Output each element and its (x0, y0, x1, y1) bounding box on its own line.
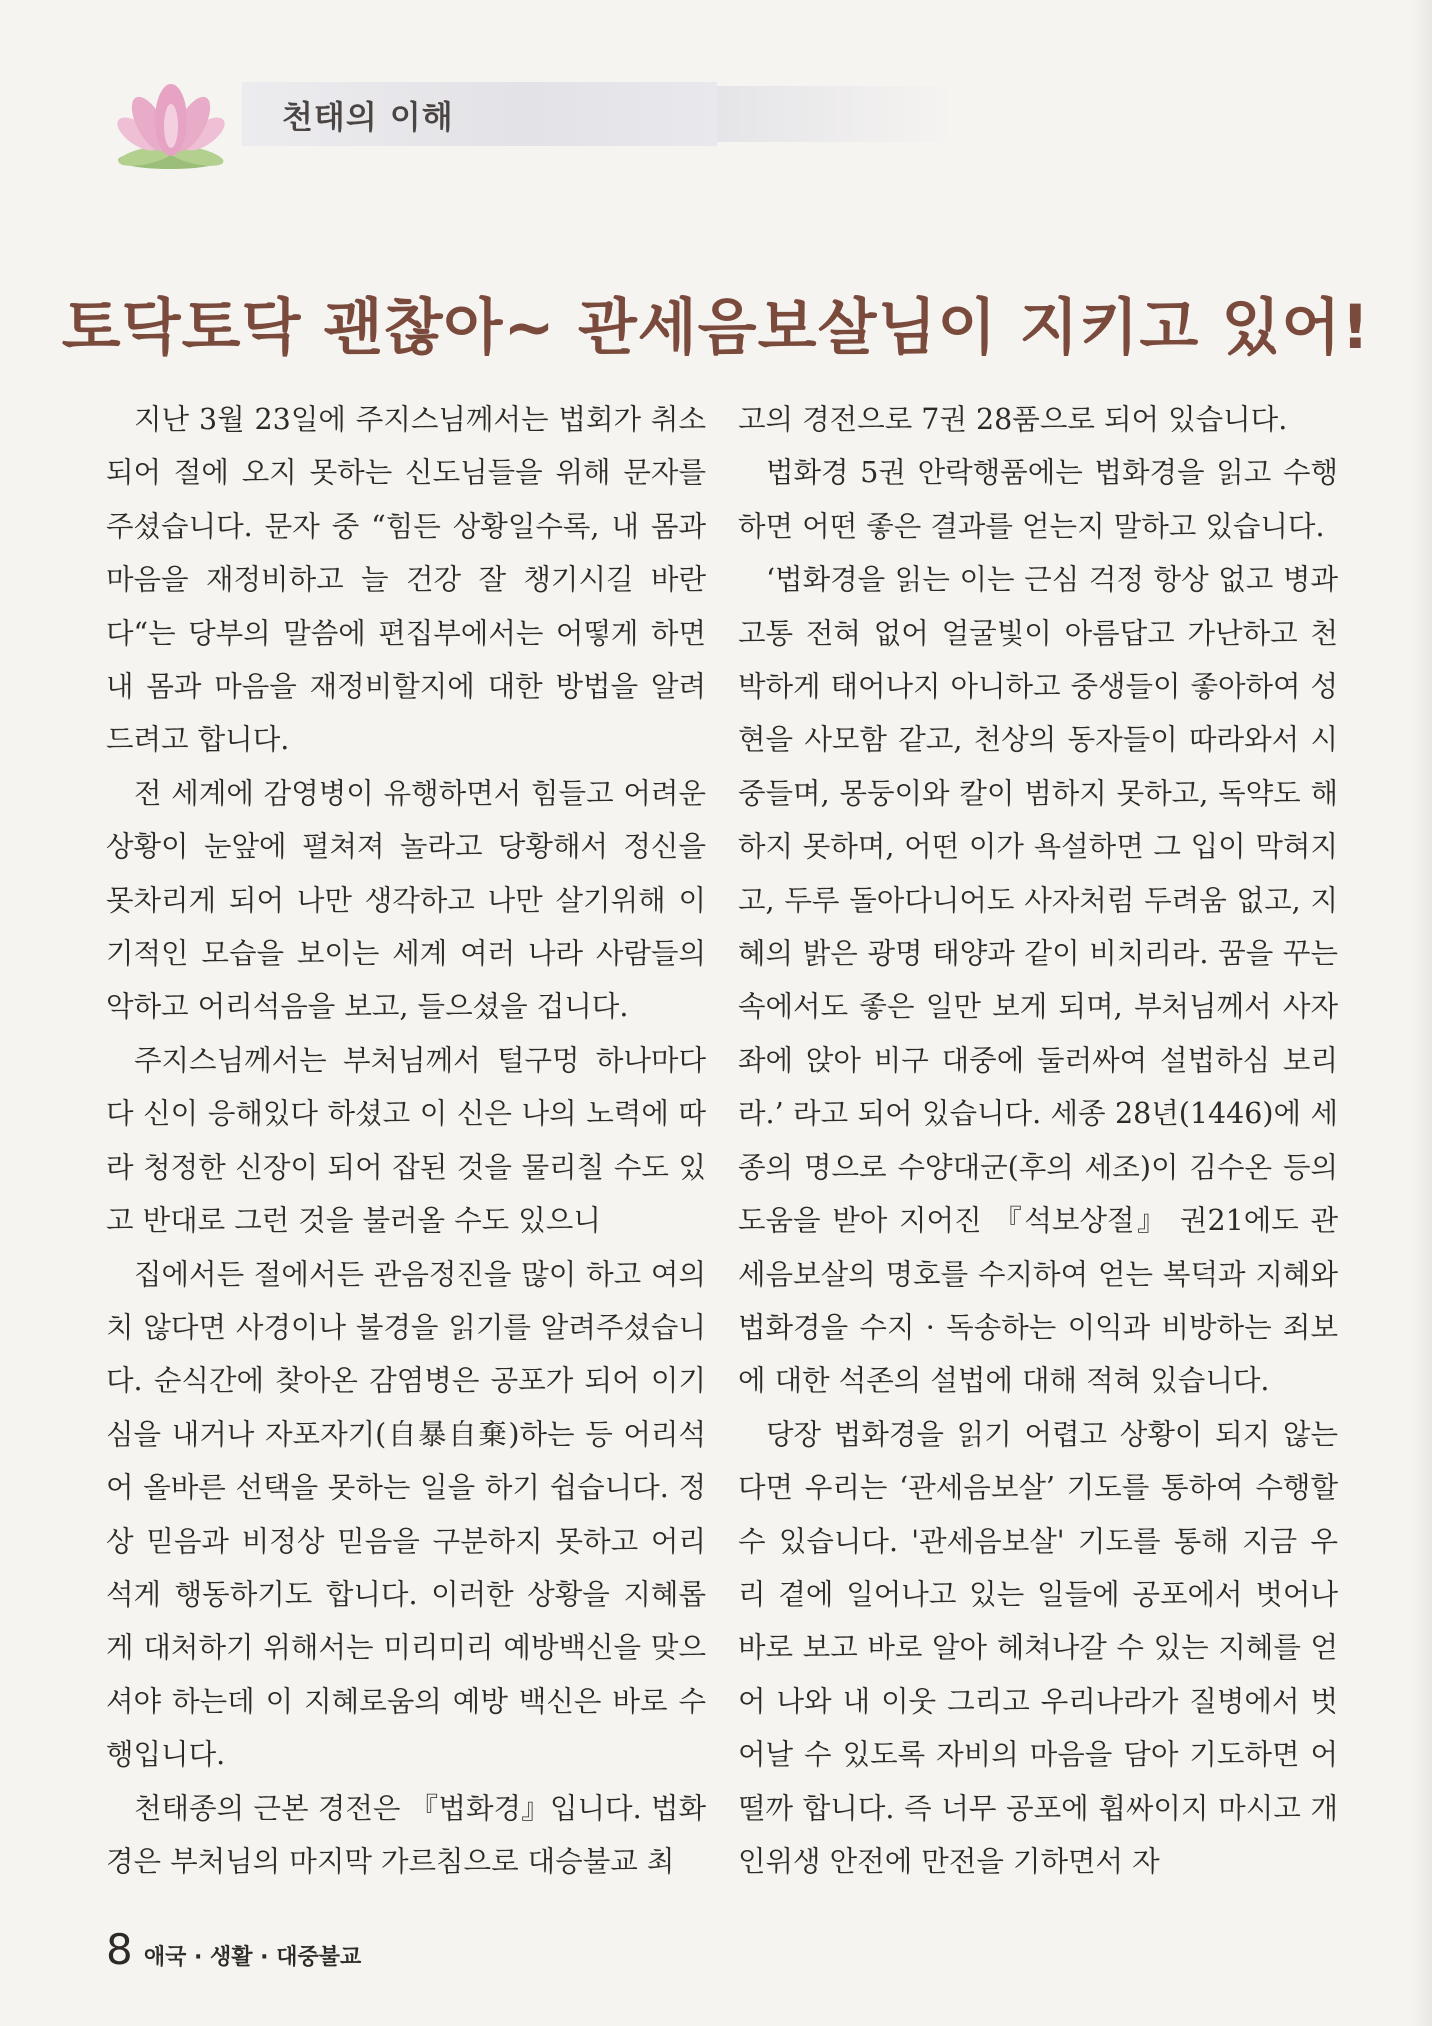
paragraph: 법화경 5권 안락행품에는 법화경을 읽고 수행하면 어떤 좋은 결과를 얻는지 말하고 있습니다. (738, 456, 1338, 543)
paragraph: 천태종의 근본 경전은 『법화경』입니다. 법화경은 부처님의 마지막 가르침으로 대승불교 최 (106, 1791, 706, 1878)
section-header (112, 74, 1012, 184)
section-title-band-fade (717, 86, 957, 142)
paragraph: 당장 법화경을 읽기 어렵고 상황이 되지 않는다면 우리는 ‘관세음보살’ 기도를 통하여 수행할 수 있습니다. '관세음보살' 기도를 통해 지금 우리 곁에 일어나고 있는 일들에 공포에서 벗어나 바로 보고 바로 알아 헤쳐나갈 수 있는 지혜를 얻어 나와 내 이웃 그리고 우리나라가 질병에서 벗어날 수 있도록 자비의 마음을 담아 기도하면 어떨까 합니다. 즉 너무 공포에 휩싸이지 마시고 개인위생 안전에 만전을 기하면서 자 (738, 1417, 1338, 1878)
lotus-icon (112, 74, 232, 174)
magazine-name: 애국 · 생활 · 대중불교 (143, 1945, 362, 1970)
page-number: 8 (106, 1925, 133, 1974)
paragraph: 주지스님께서는 부처님께서 털구멍 하나마다 다 신이 응해있다 하셨고 이 신은 나의 노력에 따라 청정한 신장이 되어 잡된 것을 물리칠 수도 있고 반대로 그런 것을 불러올 수도 있으니 (106, 1043, 706, 1238)
paragraph: 지난 3월 23일에 주지스님께서는 법회가 취소되어 절에 오지 못하는 신도님들을 위해 문자를 주셨습니다. 문자 중 “힘든 상황일수록, 내 몸과 마음을 재정비하고 늘 건강 잘 챙기시길 바란다“는 당부의 말씀에 편집부에서는 어떻게 하면 내 몸과 마음을 재정비할지에 대한 방법을 알려 드려고 합니다. (106, 403, 706, 757)
paragraph: 집에서든 절에서든 관음정진을 많이 하고 여의치 않다면 사경이나 불경을 읽기를 알려주셨습니다. 순식간에 찾아온 감염병은 공포가 되어 이기심을 내거나 자포자기(自暴自棄)하는 등 어리석어 올바른 선택을 못하는 일을 하기 쉽습니다. 정상 믿음과 비정상 믿음을 구분하지 못하고 어리석게 행동하기도 합니다. 이러한 상황을 지혜롭게 대처하기 위해서는 미리미리 예방백신을 맞으셔야 하는데 이 지혜로움의 예방 백신은 바로 수행입니다. (106, 1257, 706, 1772)
section-title: 천태의 이해 (282, 98, 454, 136)
article-title: 토닥토닥 괜찮아~ 관세음보살님이 지키고 있어! (61, 291, 1371, 363)
article-right-column (738, 393, 1338, 1888)
article-left-column (106, 393, 706, 1888)
page-footer (106, 1925, 361, 1974)
paragraph: 고의 경전으로 7권 28품으로 되어 있습니다. (738, 403, 1288, 436)
paragraph: 전 세계에 감영병이 유행하면서 힘들고 어려운 상황이 눈앞에 펼쳐져 놀라고 당황해서 정신을 못차리게 되어 나만 생각하고 나만 살기위해 이기적인 모습을 보이는 세계 여러 나라 사람들의 악하고 어리석음을 보고, 들으셨을 겁니다. (106, 776, 706, 1024)
paragraph: ‘법화경을 읽는 이는 근심 걱정 항상 없고 병과 고통 전혀 없어 얼굴빛이 아름답고 가난하고 천박하게 태어나지 아니하고 중생들이 좋아하여 성현을 사모함 같고, 천상의 동자들이 따라와서 시중들며, 몽둥이와 칼이 범하지 못하고, 독약도 해하지 못하며, 어떤 이가 욕설하면 그 입이 막혀지고, 두루 돌아다니어도 사자처럼 두려움 없고, 지혜의 밝은 광명 태양과 같이 비치리라. 꿈을 꾸는 속에서도 좋은 일만 보게 되며, 부처님께서 사자좌에 앉아 비구 대중에 둘러싸여 설법하심 보리라.’ 라고 되어 있습니다. 세종 28년(1446)에 세종의 명으로 수양대군(후의 세조)이 김수온 등의 도움을 받아 지어진 『석보상절』 권21에도 관세음보살의 명호를 수지하여 얻는 복덕과 지혜와 법화경을 수지 · 독송하는 이익과 비방하는 죄보에 대한 석존의 설법에 대해 적혀 있습니다. (738, 563, 1338, 1398)
